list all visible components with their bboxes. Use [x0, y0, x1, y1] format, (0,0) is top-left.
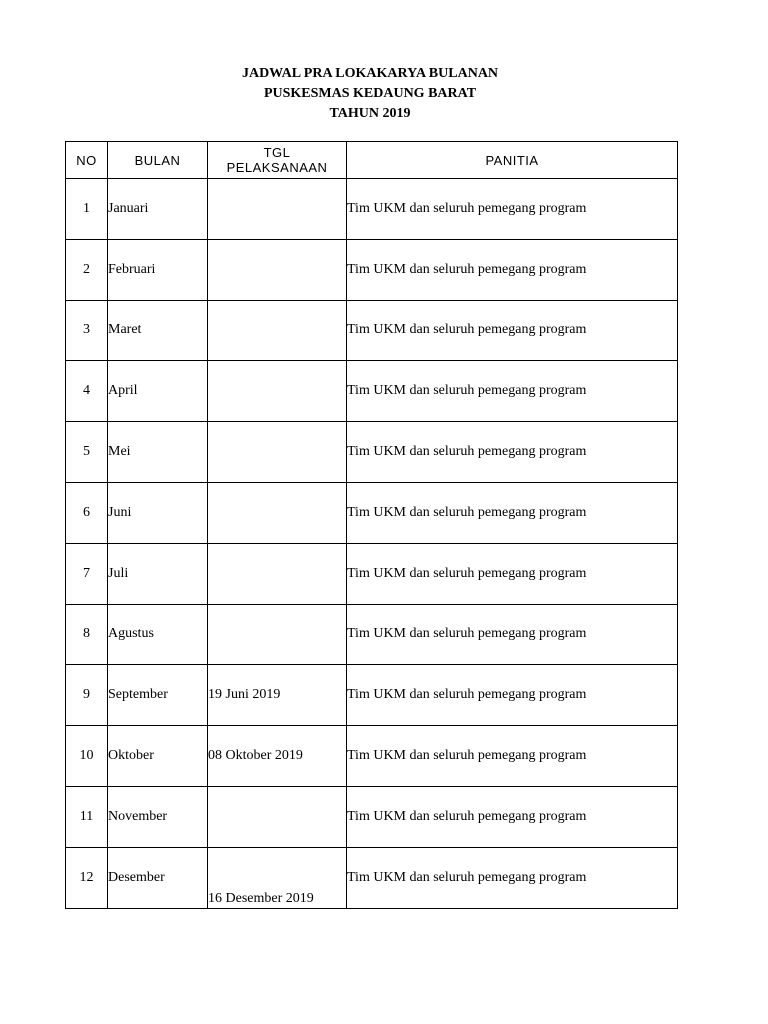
row-tgl-cell: 19 Juni 2019	[208, 665, 347, 726]
row-tgl-cell	[208, 482, 347, 543]
row-no-cell: 4	[66, 361, 108, 422]
row-tgl-cell	[208, 543, 347, 604]
row-bulan-cell: April	[108, 361, 208, 422]
row-panitia-cell: Tim UKM dan seluruh pemegang program	[347, 239, 678, 300]
header-tgl-line1: TGL	[263, 145, 291, 160]
table-row	[66, 604, 678, 665]
table-row	[66, 422, 678, 483]
table-row	[66, 726, 678, 787]
row-no-cell: 7	[66, 543, 108, 604]
row-bulan-cell: Februari	[108, 239, 208, 300]
row-panitia-cell: Tim UKM dan seluruh pemegang program	[347, 422, 678, 483]
row-bulan-cell: Januari	[108, 179, 208, 240]
row-no-cell: 6	[66, 482, 108, 543]
row-tgl-cell	[208, 786, 347, 847]
row-no-cell: 2	[66, 239, 108, 300]
table-row	[66, 482, 678, 543]
title-line-2: PUSKESMAS KEDAUNG BARAT	[263, 86, 477, 101]
row-tgl-cell	[208, 300, 347, 361]
table-header-row	[66, 142, 678, 179]
row-panitia-cell: Tim UKM dan seluruh pemegang program	[347, 786, 678, 847]
header-tgl-pelaksanaan	[208, 142, 347, 179]
row-tgl-cell	[208, 604, 347, 665]
table-row	[66, 361, 678, 422]
row-tgl-cell: 08 Oktober 2019	[208, 726, 347, 787]
row-tgl-cell	[208, 422, 347, 483]
row-bulan-cell: Oktober	[108, 726, 208, 787]
table-row	[66, 847, 678, 908]
table-row	[66, 543, 678, 604]
row-bulan-cell: Desember	[108, 847, 208, 908]
row-panitia-cell: Tim UKM dan seluruh pemegang program	[347, 726, 678, 787]
row-no-cell: 8	[66, 604, 108, 665]
row-bulan-cell: Juni	[108, 482, 208, 543]
title-line-3: TAHUN 2019	[329, 106, 411, 121]
row-tgl-cell	[208, 179, 347, 240]
row-tgl-cell	[208, 361, 347, 422]
header-no: NO	[66, 142, 108, 179]
row-panitia-cell: Tim UKM dan seluruh pemegang program	[347, 847, 678, 908]
header-tgl-line2: PELAKSANAAN	[226, 160, 328, 175]
row-no-cell: 3	[66, 300, 108, 361]
row-panitia-cell: Tim UKM dan seluruh pemegang program	[347, 665, 678, 726]
table-row	[66, 239, 678, 300]
row-bulan-cell: September	[108, 665, 208, 726]
table-row	[66, 179, 678, 240]
row-bulan-cell: Juli	[108, 543, 208, 604]
row-no-cell: 12	[66, 847, 108, 908]
schedule-table	[65, 141, 678, 909]
row-tgl-cell: 16 Desember 2019	[208, 847, 347, 908]
title-line-1: JADWAL PRA LOKAKARYA BULANAN	[241, 66, 499, 81]
row-no-cell: 9	[66, 665, 108, 726]
row-bulan-cell: Mei	[108, 422, 208, 483]
row-tgl-cell	[208, 239, 347, 300]
row-panitia-cell: Tim UKM dan seluruh pemegang program	[347, 482, 678, 543]
header-panitia: PANITIA	[347, 142, 678, 179]
row-panitia-cell: Tim UKM dan seluruh pemegang program	[347, 300, 678, 361]
row-no-cell: 11	[66, 786, 108, 847]
table-row	[66, 300, 678, 361]
row-panitia-cell: Tim UKM dan seluruh pemegang program	[347, 543, 678, 604]
table-row	[66, 665, 678, 726]
row-bulan-cell: Agustus	[108, 604, 208, 665]
row-panitia-cell: Tim UKM dan seluruh pemegang program	[347, 179, 678, 240]
row-bulan-cell: November	[108, 786, 208, 847]
row-no-cell: 5	[66, 422, 108, 483]
header-bulan: BULAN	[108, 142, 208, 179]
row-no-cell: 10	[66, 726, 108, 787]
row-panitia-cell: Tim UKM dan seluruh pemegang program	[347, 361, 678, 422]
row-bulan-cell: Maret	[108, 300, 208, 361]
table-row	[66, 786, 678, 847]
schedule-body	[66, 179, 678, 909]
row-panitia-cell: Tim UKM dan seluruh pemegang program	[347, 604, 678, 665]
document-title	[0, 64, 740, 124]
row-no-cell: 1	[66, 179, 108, 240]
